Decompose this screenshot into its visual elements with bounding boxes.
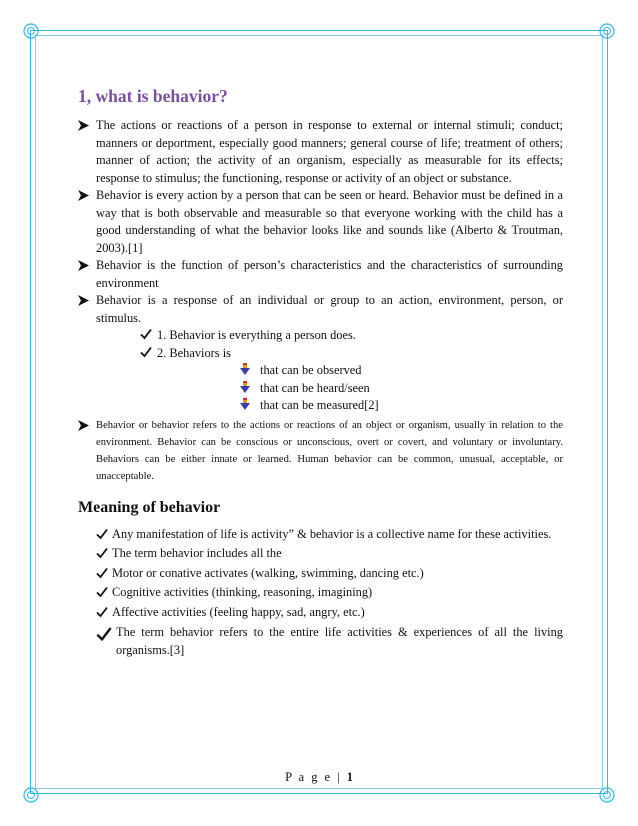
sub-check-item: that can be heard/seen [78,380,563,398]
page-number: 1 [346,770,353,784]
bullet-item [78,187,563,257]
section-heading: Meaning of behavior [78,498,221,516]
down-arrow-icon [240,363,250,375]
checkmark-icon [140,328,152,340]
bullet-text: Behavior is the function of person’s characteristics and the characteristics of surrounding environment [96,258,563,290]
checkmark-icon [96,567,108,579]
checkmark-icon [96,586,108,598]
arrow-bullet-icon [78,295,89,306]
meaning-item: Any manifestation of life is activity” & behavior is a collective name for these activities. [96,525,563,545]
bullet-text: The actions or reactions of a person in response to external or internal stimuli; conduct; manners or deportment, especially good manners; general course of life; treatment of others; manner of action; the activity of an organism, especially as measurable for its effects; response to stimulus; the functioning, response or activity of an object or substance. [96,118,563,185]
meaning-item: Motor or conative activates (walking, swimming, dancing etc.) [96,564,563,584]
meaning-item: Cognitive activities (thinking, reasoning, imagining) [96,583,563,603]
page-label: P a g e | [285,770,342,784]
corner-ornament-icon [22,22,40,40]
meaning-list [78,525,563,660]
checkmark-icon [96,547,108,559]
bullet-item [78,292,563,327]
sub-check-item: that can be measured[2] [78,397,563,415]
corner-ornament-icon [598,786,616,804]
checkmark-icon [96,528,108,540]
checkmark-icon [96,606,108,618]
page-footer [0,770,638,785]
sub-check-item: that can be observed [78,362,563,380]
down-arrow-icon [240,398,250,410]
meaning-item: The term behavior includes all the [96,544,563,564]
arrow-bullet-icon [78,120,89,131]
bullet-item [78,257,563,292]
checkmark-icon [140,346,152,358]
meaning-item: The term behavior refers to the entire life activities & experiences of all the living organisms.[3] [96,624,563,659]
check-item: 1. Behavior is everything a person does. [78,327,563,345]
bullet-text: Behavior is a response of an individual or group to an action, environment, person, or stimulus. [96,293,563,325]
arrow-bullet-icon [78,420,89,431]
down-arrow-icon [240,381,250,393]
arrow-bullet-icon [78,260,89,271]
document-body [78,86,563,659]
arrow-bullet-icon [78,190,89,201]
check-item: 2. Behaviors is [78,345,563,363]
corner-ornament-icon [598,22,616,40]
meaning-item: Affective activities (feeling happy, sad, angry, etc.) [96,603,563,623]
bullet-text: Behavior or behavior refers to the actions or reactions of an object or organism, usually in relation to the environment. Behavior can be conscious or unconscious, overt or covert, and voluntary or involuntary. Behaviors can be either innate or learned. Human behavior can be common, unusual, acceptable, or unacceptable. [96,419,563,482]
bullet-item [78,117,563,187]
section-heading: 1, what is behavior? [78,86,228,106]
bullet-text: Behavior is every action by a person that can be seen or heard. Behavior must be defined in a way that is both observable and measurable so that everyone working with the child has a good understanding of what the behavior looks like and sounds like (Alberto & Troutman, 2003).[1] [96,188,563,255]
bullet-item [78,417,563,485]
checkmark-icon [96,626,112,642]
corner-ornament-icon [22,786,40,804]
